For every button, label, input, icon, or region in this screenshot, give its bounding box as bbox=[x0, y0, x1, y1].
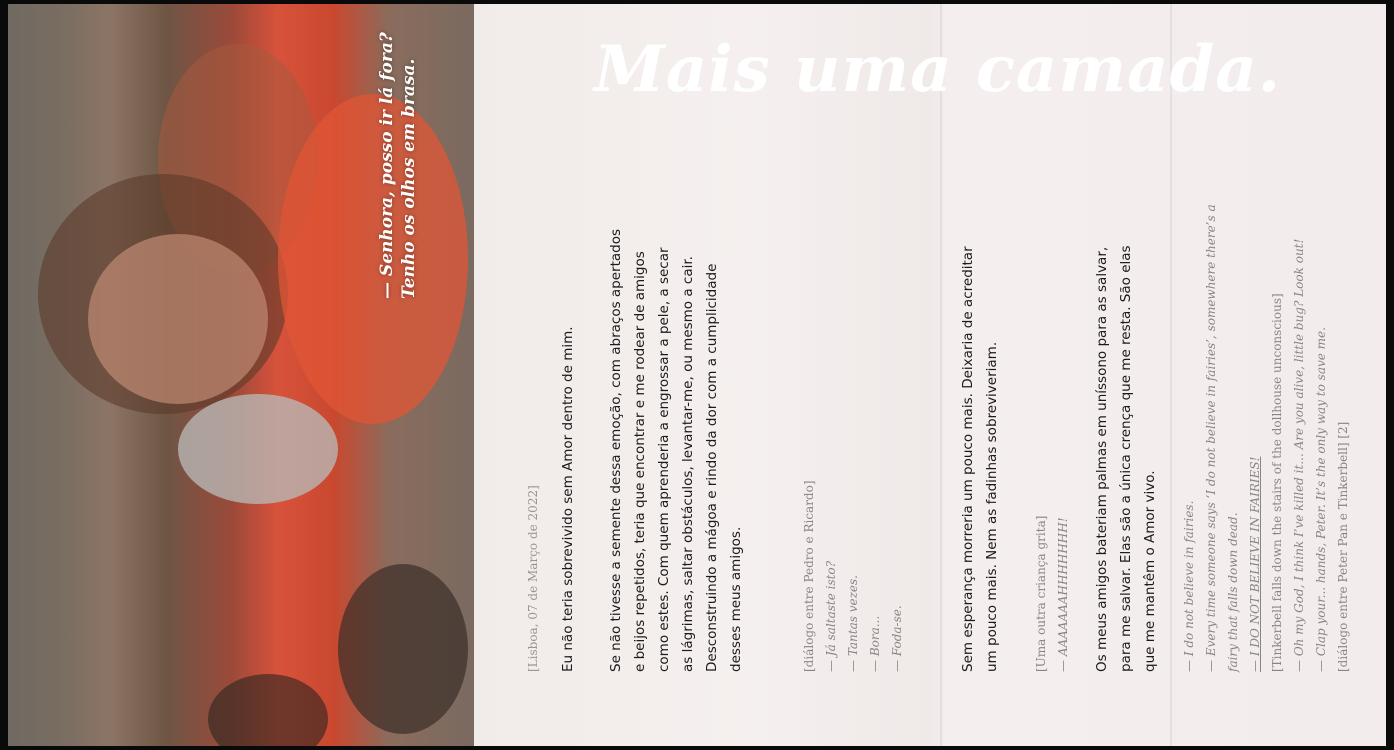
dialog-line: — AAAAAAAHHHHHHH! bbox=[1056, 517, 1070, 672]
text-line: um pouco mais. Nem as fadinhas sobreviveriam. bbox=[984, 341, 1000, 672]
text-line: e beijos repetidos, teria que encontrar e me rodear de amigos bbox=[632, 251, 648, 672]
text-line: Os meus amigos bateriam palmas em uníssono para as salvar, bbox=[1094, 246, 1110, 672]
dialog-header: [diálogo entre Peter Pan e Tinkerbell] [2] bbox=[1336, 421, 1350, 672]
text-line: que me mantêm o Amor vivo. bbox=[1142, 470, 1158, 672]
paragraph-4 bbox=[1090, 245, 1162, 672]
dialog-line: — Tantas vezes. bbox=[846, 575, 860, 672]
dialog-header: [diálogo entre Pedro e Ricardo] bbox=[802, 480, 816, 672]
dialog-line: — Já saltaste isto? bbox=[824, 560, 838, 672]
text-line: Desconstruindo a mágoa e rindo da dor com a cumplicidade bbox=[704, 263, 720, 672]
dialog-line: — Bora... bbox=[868, 615, 882, 672]
paragraph-2 bbox=[604, 229, 748, 672]
dialog-line: — Every time someone says ‘I do not believe in fairies’, somewhere there’s a bbox=[1204, 204, 1218, 672]
paragraph-1: Eu não teria sobrevivido sem Amor dentro de mim. bbox=[560, 326, 576, 672]
text-line: desses meus amigos. bbox=[728, 526, 744, 672]
dialog-peter-tinkerbell bbox=[1178, 204, 1354, 672]
dialog-pedro-ricardo bbox=[798, 480, 908, 672]
caption-line: Tenho os olhos em brasa. bbox=[399, 58, 419, 299]
dialog-line: [Tinkerbell falls down the stairs of the dollhouse unconscious] bbox=[1270, 293, 1284, 672]
fold-line bbox=[1170, 4, 1172, 746]
text-page bbox=[474, 4, 1386, 746]
text-line: para me salvar. Elas são a única crença que me resta. São elas bbox=[1118, 245, 1134, 672]
text-line: Sem esperança morreria um pouco mais. Deixaria de acreditar bbox=[960, 246, 976, 672]
dialog-line: — Oh my God, I think I’ve killed it... Are you alive, little bug? Look out! bbox=[1292, 238, 1306, 672]
photo-shape bbox=[338, 564, 468, 734]
text-line: as lágrimas, saltar obstáculos, levantar-me, ou mesmo a cair. bbox=[680, 256, 696, 672]
page-title: Mais uma camada. bbox=[594, 32, 1282, 107]
dialog-crianca bbox=[1030, 516, 1074, 672]
dialog-line: fairy that falls down dead. bbox=[1226, 512, 1240, 672]
text-line: como estes. Com quem aprenderia a engrossar a pele, a secar bbox=[656, 247, 672, 672]
dialog-line: — Clap your... hands, Peter. It’s the only way to save me. bbox=[1314, 327, 1328, 672]
photo-shape bbox=[88, 234, 268, 404]
photo-shape bbox=[278, 94, 468, 424]
paragraph-3 bbox=[956, 246, 1004, 672]
dialog-line: — Foda-se. bbox=[890, 605, 904, 672]
caption-line: — Senhora, posso ir lá fora? bbox=[377, 32, 397, 299]
photo-caption bbox=[376, 32, 420, 299]
date-line: [Lisboa, 07 de Março de 2022] bbox=[526, 485, 540, 672]
dialog-line: — I DO NOT BELIEVE IN FAIRIES! bbox=[1248, 456, 1262, 672]
photo-shape bbox=[208, 674, 328, 746]
text-line: Se não tivesse a semente dessa emoção, com abraços apertados bbox=[608, 228, 624, 672]
film-still-photo bbox=[8, 4, 474, 746]
dialog-line: — I do not believe in fairies. bbox=[1182, 500, 1196, 672]
dialog-header: [Uma outra criança grita] bbox=[1034, 515, 1048, 672]
fold-line bbox=[940, 4, 942, 746]
photo-shape bbox=[178, 394, 338, 504]
